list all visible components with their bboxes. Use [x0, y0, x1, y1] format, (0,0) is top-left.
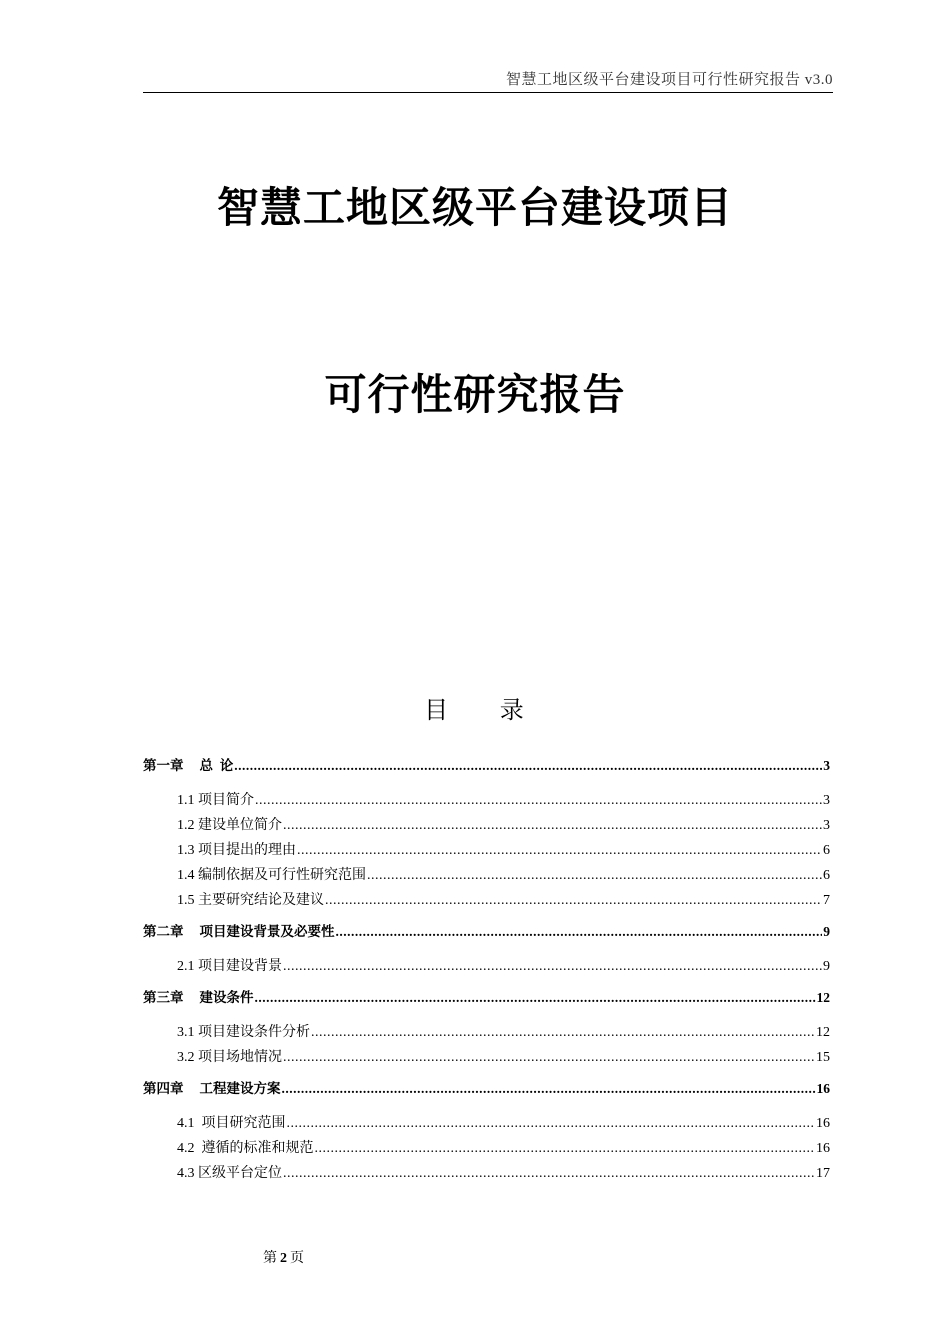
document-subtitle: 可行性研究报告 — [324, 370, 626, 419]
toc-entry-label: 1.4 编制依据及可行性研究范围 — [177, 868, 366, 883]
toc-section-3-1[interactable] — [143, 1020, 830, 1045]
toc-leader-dots — [234, 754, 822, 778]
toc-section-4-3[interactable] — [143, 1161, 830, 1186]
toc-leader-dots — [283, 813, 822, 838]
toc-leader-dots — [283, 954, 822, 979]
toc-leader-dots — [255, 986, 816, 1010]
page-footer — [263, 1247, 304, 1267]
toc-leader-dots — [311, 1020, 815, 1045]
toc-chapter-4[interactable] — [143, 1077, 830, 1111]
toc-page-number: 12 — [816, 1025, 830, 1040]
toc-entry-label: 4.2 遵循的标准和规范 — [177, 1141, 314, 1156]
toc-leader-dots — [282, 1077, 816, 1101]
toc-leader-dots — [367, 863, 822, 888]
toc-leader-dots — [297, 838, 822, 863]
toc-entry-label: 工程建设方案 — [199, 1081, 281, 1096]
toc-page-number: 16 — [816, 1141, 830, 1156]
toc-section-4-2[interactable] — [143, 1136, 830, 1161]
toc-chapter-2[interactable] — [143, 920, 830, 954]
toc-leader-dots — [283, 1045, 815, 1070]
toc-entry-label: 3.2 项目场地情况 — [177, 1050, 282, 1065]
table-of-contents — [143, 754, 830, 1186]
toc-page-number: 16 — [816, 1116, 830, 1131]
toc-section-1-5[interactable] — [143, 888, 830, 920]
toc-chapter-3[interactable] — [143, 986, 830, 1020]
toc-entry-label: 建设条件 — [199, 990, 254, 1005]
toc-chapter-number: 第三章 — [143, 990, 184, 1005]
toc-entry-label: 2.1 项目建设背景 — [177, 959, 282, 974]
document-title: 智慧工地区级平台建设项目 — [216, 183, 733, 232]
toc-page-number: 9 — [823, 959, 830, 974]
toc-page-number: 6 — [823, 868, 830, 883]
toc-page-number: 3 — [823, 818, 830, 833]
toc-page-number: 17 — [816, 1166, 830, 1181]
toc-section-1-3[interactable] — [143, 838, 830, 863]
toc-page-number: 16 — [816, 1081, 830, 1096]
toc-section-1-2[interactable] — [143, 813, 830, 838]
toc-page-number: 3 — [823, 758, 830, 773]
footer-suffix: 页 — [290, 1251, 304, 1266]
toc-page-number: 3 — [823, 793, 830, 808]
toc-leader-dots — [325, 888, 822, 913]
toc-entry-label: 1.3 项目提出的理由 — [177, 843, 296, 858]
toc-entry-label: 4.1 项目研究范围 — [177, 1116, 286, 1131]
toc-leader-dots — [315, 1136, 816, 1161]
toc-section-3-2[interactable] — [143, 1045, 830, 1077]
toc-leader-dots — [287, 1111, 816, 1136]
toc-chapter-number: 第二章 — [143, 924, 184, 939]
toc-page-number: 7 — [823, 893, 830, 908]
toc-page-number: 12 — [816, 990, 830, 1005]
running-header: 智慧工地区级平台建设项目可行性研究报告 v3.0 — [143, 68, 833, 93]
toc-section-1-1[interactable] — [143, 788, 830, 813]
toc-page-number: 15 — [816, 1050, 830, 1065]
toc-entry-label: 总 论 — [199, 758, 234, 773]
footer-prefix: 第 — [263, 1251, 277, 1266]
toc-chapter-number: 第四章 — [143, 1081, 184, 1096]
toc-section-1-4[interactable] — [143, 863, 830, 888]
toc-entry-label: 1.1 项目简介 — [177, 793, 254, 808]
toc-entry-label: 1.5 主要研究结论及建议 — [177, 893, 324, 908]
toc-section-4-1[interactable] — [143, 1111, 830, 1136]
toc-heading: 目 录 — [424, 696, 546, 724]
toc-entry-label: 3.1 项目建设条件分析 — [177, 1025, 310, 1040]
toc-leader-dots — [336, 920, 823, 944]
toc-page-number: 9 — [823, 924, 830, 939]
toc-entry-label: 4.3 区级平台定位 — [177, 1166, 282, 1181]
footer-page-number: 2 — [280, 1251, 287, 1266]
toc-leader-dots — [255, 788, 822, 813]
toc-entry-label: 项目建设背景及必要性 — [199, 924, 335, 939]
toc-section-2-1[interactable] — [143, 954, 830, 986]
toc-chapter-1[interactable] — [143, 754, 830, 788]
toc-page-number: 6 — [823, 843, 830, 858]
toc-leader-dots — [283, 1161, 815, 1186]
toc-entry-label: 1.2 建设单位简介 — [177, 818, 282, 833]
toc-chapter-number: 第一章 — [143, 758, 184, 773]
